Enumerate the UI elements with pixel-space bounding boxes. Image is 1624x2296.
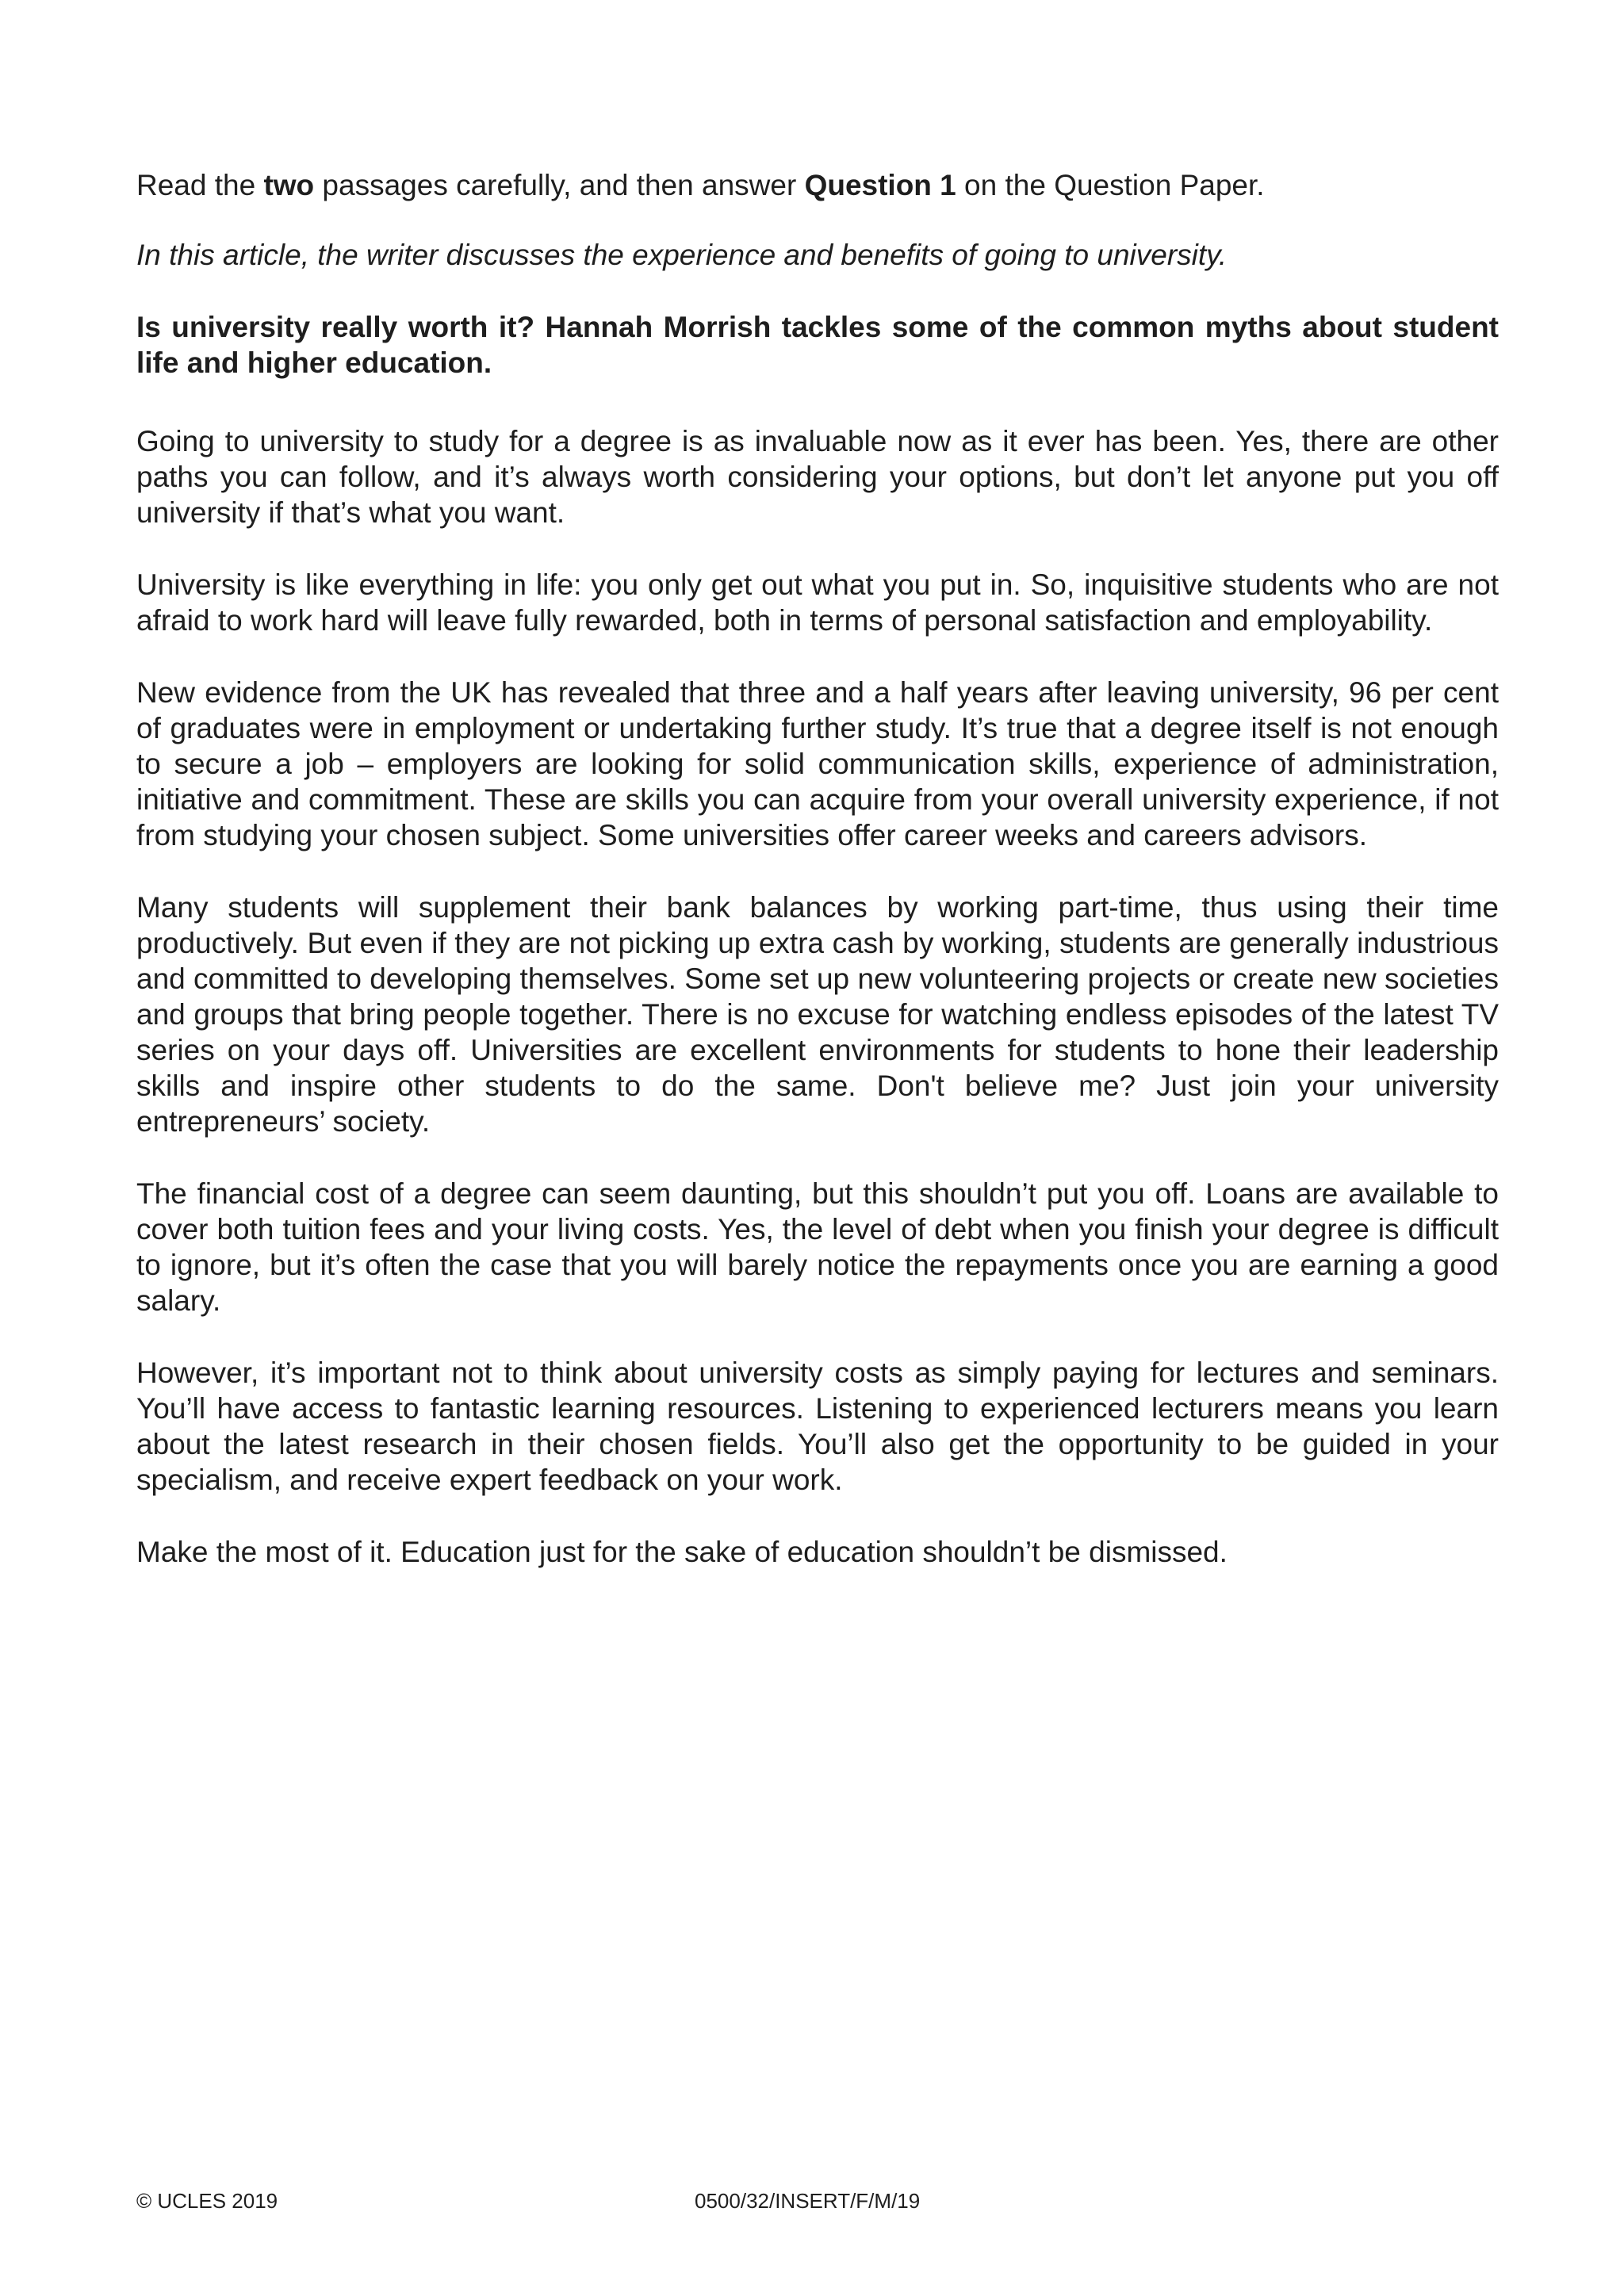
article-paragraph: Many students will supplement their bank balances by working part-time, thus using their time productively. But even if they are not picking up extra cash by working, students are generally industrious and committed to developing themselves. Some set up new volunteering projects or create new societies and groups that bring people together. There is no excuse for watching endless episodes of the latest TV series on your days off. Universities are excellent environments for students to hone their leadership skills and inspire other students to do the same. Don't believe me? Just join your university entrepreneurs’ society. — [136, 891, 1499, 1138]
instruction-text-3: on the Question Paper. — [956, 169, 1265, 201]
insert-page — [136, 166, 1499, 1570]
article-paragraph: Make the most of it. Education just for the sake of education shouldn’t be dismissed. — [136, 1536, 1228, 1568]
article-paragraph: Going to university to study for a degree is as invaluable now as it ever has been. Yes, there are other paths you can follow, and it’s always worth considering your options, but don’t let anyone put you off university if that’s what you want. — [136, 425, 1499, 529]
instruction-bold-two: two — [263, 169, 315, 201]
instruction-line — [136, 166, 1499, 205]
article-headline: Is university really worth it? Hannah Morrish tackles some of the common myths about student life and higher education. — [136, 311, 1499, 379]
footer-paper-code: 0500/32/INSERT/F/M/19 — [695, 2189, 921, 2213]
article-paragraph: However, it’s important not to think about university costs as simply paying for lectures and seminars. You’ll have access to fantastic learning resources. Listening to experienced lecturers means you learn about the latest research in their chosen fields. You’ll also get the opportunity to be guided in your specialism, and receive expert feedback on your work. — [136, 1357, 1499, 1496]
instruction-bold-question: Question 1 — [804, 169, 956, 201]
footer-copyright: © UCLES 2019 — [136, 2189, 278, 2213]
instruction-text-2: passages carefully, and then answer — [314, 169, 805, 201]
instruction-text-1: Read the — [136, 169, 264, 201]
article-paragraph: New evidence from the UK has revealed that three and a half years after leaving university, 96 per cent of graduates were in employment or undertaking further study. It’s true that a degree itself is not enough to secure a job – employers are looking for solid communication skills, experience of administration, initiative and commitment. These are skills you can acquire from your overall university experience, if not from studying your chosen subject. Some universities offer career weeks and careers advisors. — [136, 676, 1499, 851]
article-paragraph: University is like everything in life: you only get out what you put in. So, inquisitive students who are not afraid to work hard will leave fully rewarded, both in terms of personal satisfaction and employability. — [136, 568, 1499, 637]
article-intro: In this article, the writer discusses the experience and benefits of going to university. — [136, 239, 1228, 271]
article-paragraph: The financial cost of a degree can seem daunting, but this shouldn’t put you off. Loans are available to cover both tuition fees and your living costs. Yes, the level of debt when you finish your degree is difficult to ignore, but it’s often the case that you will barely notice the repayments once you are earning a good salary. — [136, 1177, 1499, 1317]
